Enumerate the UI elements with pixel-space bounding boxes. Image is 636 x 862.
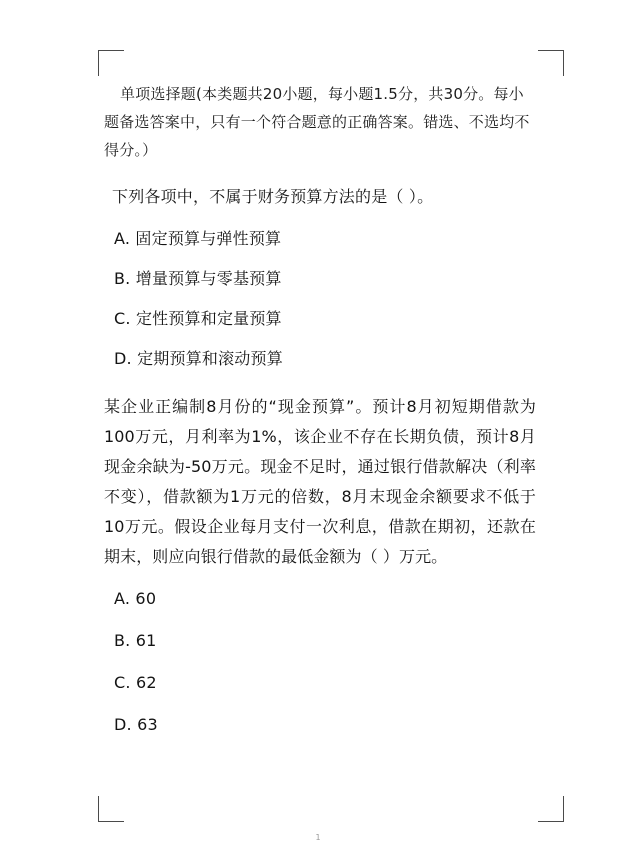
question-1-option-b[interactable]: B. 增量预算与零基预算 — [114, 269, 282, 288]
question-1 — [104, 182, 536, 374]
question-1-option-d[interactable]: D. 定期预算和滚动预算 — [114, 349, 283, 368]
section-instructions: 单项选择题(本类题共20小题，每小题1.5分，共30分。每小题备选答案中，只有一个符合题意的正确答案。错选、不选均不得分。） — [104, 85, 530, 159]
question-2-stem: 某企业正编制8月份的“现金预算”。预计8月初短期借款为100万元，月利率为1%，该企业不存在长期负债，预计8月现金余缺为-50万元。现金不足时，通过银行借款解决（利率不变），借款额为1万元的倍数，8月末现金余额要求不低于10万元。假设企业每月支付一次利息，借款在期初，还款在期末，则应向银行借款的最低金额为（ ）万元。 — [104, 397, 536, 566]
question-1-stem: 下列各项中，不属于财务预算方法的是（ ）。 — [112, 187, 434, 206]
question-2-option-c[interactable]: C. 62 — [114, 673, 157, 692]
page-number: 1 — [315, 833, 321, 842]
question-1-options — [104, 224, 536, 374]
question-2-option-b[interactable]: B. 61 — [114, 631, 157, 650]
question-1-option-c[interactable]: C. 定性预算和定量预算 — [114, 309, 282, 328]
question-2-option-a[interactable]: A. 60 — [114, 589, 157, 608]
question-2-option-d[interactable]: D. 63 — [114, 715, 158, 734]
question-1-option-a[interactable]: A. 固定预算与弹性预算 — [114, 229, 282, 248]
document-content — [104, 80, 536, 752]
question-2 — [104, 392, 536, 740]
question-2-options — [104, 584, 536, 740]
